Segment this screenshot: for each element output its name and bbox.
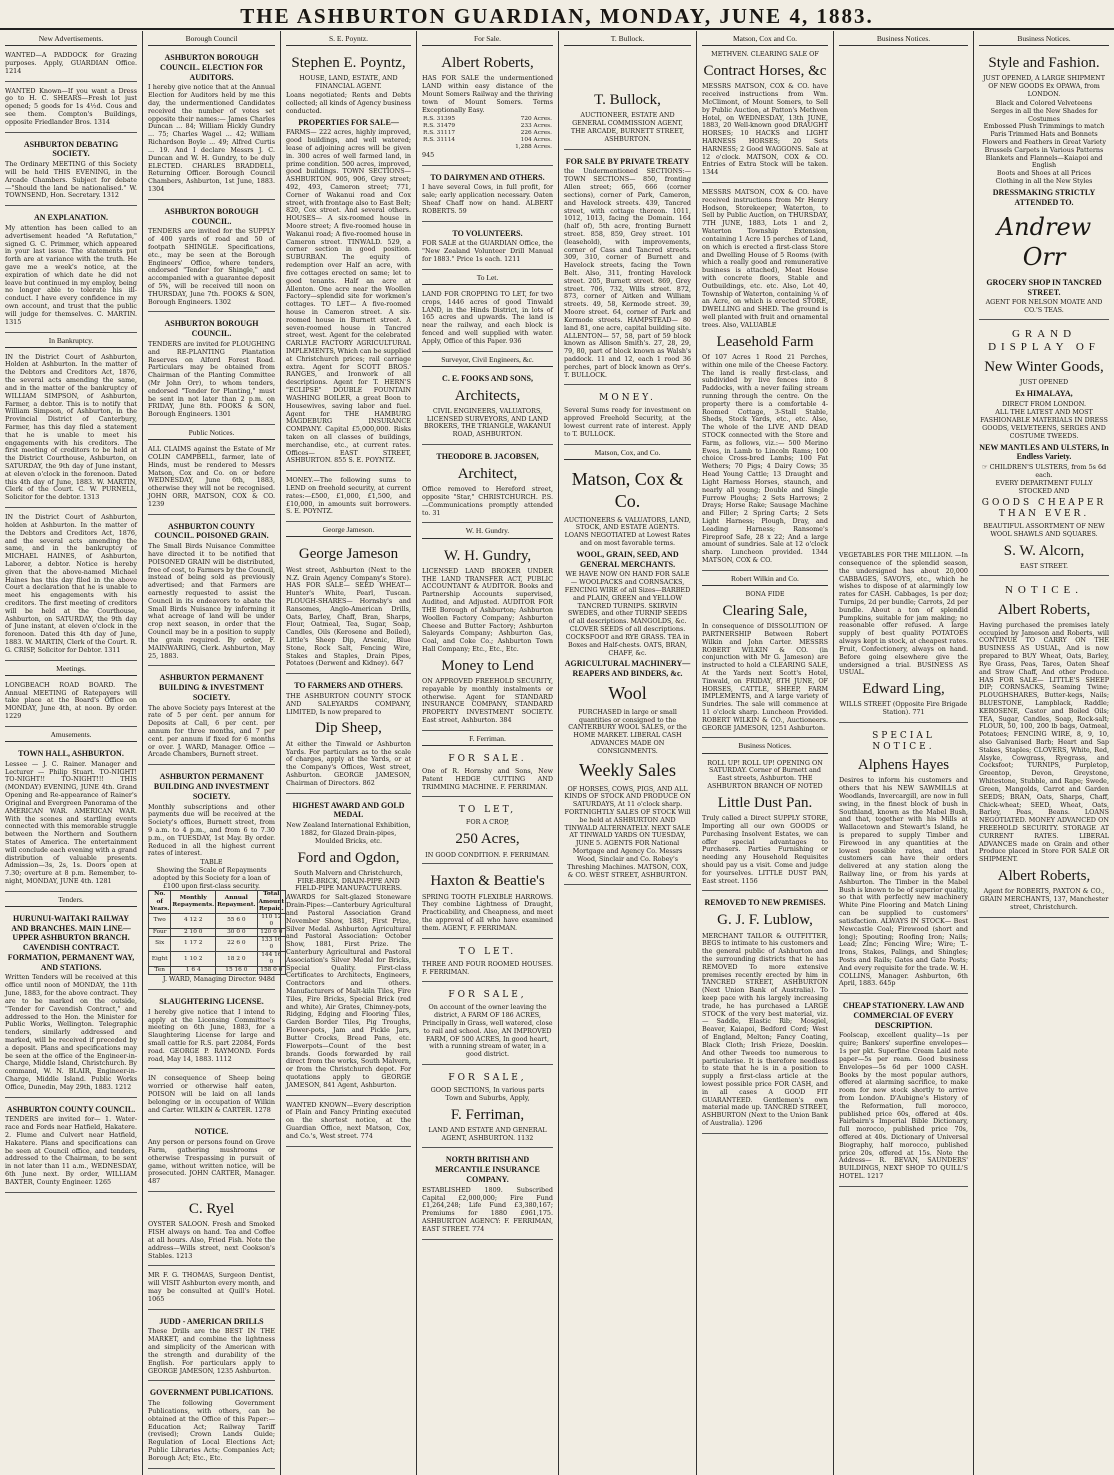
ad-bankruptcy-simpson: IN the District Court of Ashburton, Holden at Ashburton. In the matter of the Debtors and Creditors Act, 1876, the several acts amending the same, and in the matter of the bankruptcy of WILLIAM SIMPSON, of Ashburton, Farmer, a debtor. This is to notify that William Simpson, of Ashburton, in the Provincial District of Canterbury, Farmer, has this day filed a statement that he is unable to meet his engagements with his creditors. The first meeting of creditors to be held at the District Courthouse, Ashburton, on SATURDAY, the 9th day of June instant, at eleven o'clock in the forenoon. Dated this 4th day of June, 1883. W. MARTIN, Clerk of the Court. C. W. PURNELL, Solicitor for the debtor. 1313 bbox=[5, 351, 137, 508]
ad-land-cropping: LAND FOR CROPPING TO LET, for two crops, 1446 acres of good Tinwald LAND, in the Hinds District, in lots of 165 acres and upwards. The land is near the railway, and each block is fenced and well supplied with water. Apply, Office of this Paper. 936 bbox=[422, 288, 553, 352]
ad-notice-trespass: NOTICE. Any person or persons found on Grove Farm, gathering mushrooms or otherwise Trespassing in pursuit of game, without written notice, will be prosecuted. JOHN CARTER, Manager. 487 bbox=[148, 1123, 275, 1192]
ad-paddock: WANTED—A PADDOCK for Grazing purposes. Apply, GUARDIAN Office. 1214 bbox=[5, 49, 137, 81]
ad-bankruptcy-haines: IN the District Court of Ashburton, holden at Ashburton. In the matter of the Debtors and Creditors Act, 1876, and the several acts amending the same, and in the bankruptcy of MICHAEL HAINES, of Ashburton, Laborer, a debtor. Notice is hereby given that the above-named Michael Haines has this day filed in the above Court a declaration that he is unable to meet his engagements with his creditors. The first meeting of creditors will be held at the Courthouse, Ashburton, on SATURDAY, the 9th day of June instant, at eleven o'clock in the forenoon. Dated this 4th day of June, 1883. W. MARTIN, Clerk of the Court. R. G. CRISP, Solicitor for Debtor. 1311 bbox=[5, 511, 137, 661]
ad-building-society-2: ASHBURTON PERMANENT BUILDING AND INVESTMENT SOCIETY. Monthly subscriptions and other payments due will be received at the Society's offices, Burnett street, from 9 a.m. to 4 p.m., and from 6 to 7.30 p.m., on TUESDAY, 1st May. By order. Reduced in all the highest current rates of interest. TABLE Showing the Scale of Repayments adopted by this Society for a loan of £100 upon first-class security. No. of Years. Monthly Repayments. Annual Repayment. Total Amount Repaid. Two 4 12 2 55 6 0 110 12 0 Four 2 10 0 30 0 0 120 0 0 Six 1 17 2 22 6 0 133 16 0 Eight 1 10 2 18 2 0 144 16 0 Ten 1 6 4 15 16 0 158 0 0 J. WARD, Managing Director. 948d bbox=[148, 768, 275, 990]
hand-icon: ☞ bbox=[981, 463, 990, 472]
ad-hedge-cutter: FOR SALE. One of R. Hornsby and Sons, New Patent HEDGE CUTTING AND TRIMMING MACHINE. F. FERRIMAN. bbox=[422, 749, 553, 797]
ad-harrows: Haxton & Beattie's SPRING TOOTH FLEXIBLE HARROWS. They combine Lightness of Draught, Practicability, and Cheapness, and meet the approval of all who have examined them. AGENT, F. FERRIMAN. bbox=[422, 867, 553, 938]
ad-matson-cox: Matson, Cox & Co. AUCTIONEERS & VALUATORS, LAND, STOCK, AND ESTATE AGENTS. LOANS NEGOTIATED at Lowest Rates and on most favorable terms. WOOL, GRAIN, SEED, AND GENERAL MERCHANTS. WE HAVE NOW ON HAND FOR SALE— WOOLPACKS and CORNSACKS, FENCING WIRE of all Sizes—BARBED and PLAIN, GREEN and YELLOW TANCRED TURNIPS. SKIRVIN SWEDES, and other TURNIP SEEDS of all descriptions. MANGOLDS, &c. CLOVER SEEDS of all descriptions. COCKSFOOT and RYE GRASS. TEA in Boxes and Half-chests. OATS, BRAN, CHAFF, &c. AGRICULTURAL MACHINERY—REAPERS AND BINDERS, &c. Wool PURCHASED in large or small quantities or consigned to the CANTERBURY WOOL SALES, or the HOME MARKET. LIBERAL CASH ADVANCES MADE ON CONSIGNMENTS. Weekly Sales OF HORSES, COWS, PIGS, AND ALL KINDS OF STOCK AND PRODUCE ON SATURDAYS, At 11 o'clock sharp. FORTNIGHTLY SALES OF STOCK Will be held at ASHBURTON AND TINWALD ALTERNATELY. NEXT SALE AT TINWALD YARDS ON TUESDAY, JUNE 5. AGENTS FOR National Mortgage and Agency Co. Messrs Wood, Sinclair and Co. Robey's Threshing Machines. MATSON, COX, & CO. WEST STREET, ASHBURTON. bbox=[564, 463, 691, 886]
section-head: Matson, Cox and Co. bbox=[702, 34, 828, 46]
ad-poison-sheep: IN consequence of Sheep being worried or otherwise half eaten, POISON will be laid on all lands belonging or in occupation of Wilkin and Carter. WILKIN & CARTER. 1278 bbox=[148, 1072, 275, 1120]
ad-private-treaty: FOR SALE BY PRIVATE TREATY the Undermentioned SECTIONS:— TOWN SECTIONS— 850, fronting Allen street; 665, 666 (corner sections), corner of Park, Cameron, and Havelock streets. 439, Tancred street, with cottage thereon. 1011, 1012, 1013, facing the Domain. 164 (half of), 5th acre, fronting Burnett street. 858, 859, Grey street. 101 (leasehold), with improvements, corner of Cass and Tancred streets. 309, 310, corner of Burnett and Havelock streets, facing the Town Belt. Also, 311, fronting Havelock street. 205, Burnett street. 869, Grey street. 706, 732, Wills street. 872, 873, corner of Aitken and William streets. 49, 58, Kermode street. 39, Moore street. 64, corner of Park and Kermode streets. HAMPSTEAD— 80 land 81, one acre, capital building site. ALLENTON— 57, 58, part of 59 block known as Allison Smith's. 27, 28, 29, 79, 80, part of block known as Walsh's paddock. 11 and 12, each 1 rood 36 perches, part of block known as Orr's. T. BULLOCK. bbox=[564, 153, 691, 386]
ad-dip-sheep: TO FARMERS AND OTHERS. THE ASHBURTON COUNTY STOCK AND SALEYARDS COMPANY, LIMITED, Is now prepared to Dip Sheep, At either the Tinwald or Ashburton Yards. For particulars as to the scale of charges, apply at the Yards, or at the Company's Offices, West street, Ashburton. GEORGE JAMESON, Chairman of Directors. 862 bbox=[286, 677, 411, 793]
table-row: R.S. 31479 233 Acres. bbox=[423, 122, 552, 129]
ad-fooks: C. E. FOOKS AND SONS, Architects, CIVIL ENGINEERS, VALUATORS, LICENSED SURVEYORS, AND LAND BROKERS, THE TRIANGLE, WAKANUI ROAD, ASHBURTON. bbox=[422, 370, 553, 445]
ad-dentist: MR F. G. THOMAS, Surgeon Dentist, will VISIT Ashburton every month, and may be consulted at Quill's Hotel. 1065 bbox=[148, 1269, 275, 1309]
section-head: Tenders. bbox=[5, 895, 137, 907]
ad-dress: WANTED Known—If you want a Dress go to H. C. SHEARS—Fresh lot just opened; 5 goods for 1s 4½d. Cous and see them. Compton's Buildings, opposite Friedlander Bros. 1314 bbox=[5, 85, 137, 133]
column-6 bbox=[696, 31, 833, 1475]
masthead-title: THE ASHBURTON GUARDIAN, MONDAY, JUNE 4, 1883. bbox=[240, 4, 874, 28]
ad-gundry: W. H. Gundry, LICENSED LAND BROKER UNDER THE LAND TRANSFER ACT, PUBLIC ACCOUNTANT & AUDITOR. Books and Partnership Accounts supervised, Audited, and Adjusted. AUDITOR FOR THE Borough of Ashburton; Ashburton Woollen Factory Company; Ashburton Cheese and Butter Factory; Ashburton Saleyards Company; Ashburton Gas, Coal, and Coke Co.; Ashburton Town Hall Company; Etc., Etc., Etc. Money to Lend ON APPROVED FREEHOLD SECURITY, repayable by monthly instalments or otherwise. Agent for STANDARD INSURANCE COMPANY, STANDARD PROPERTY INVESTMENT SOCIETY. East street, Ashburton. 384 bbox=[422, 542, 553, 731]
column-7 bbox=[833, 31, 973, 1475]
column-3 bbox=[280, 31, 416, 1475]
ad-poyntz: Stephen E. Poyntz, HOUSE, LAND, ESTATE, AND FINANCIAL AGENT. Loans negotiated; Rents and Debts collected; all kinds of Agency business conducted. PROPERTIES FOR SALE— FARMS— 222 acres, highly improved, good buildings, and well watered; lease of adjoining acres will be given in. 300 acres of well farmed land, in prime condition. 500 acres, improved, good buildings. TOWN SECTIONS— ASHBURTON. 905, 906, Grey street; 492, 493, Cameron street; 771, Corner of Wakanui road and Cox street, with frontage also to East Belt; 820, Cox street. And several others. HOUSES— A six-roomed house in Moore street; A five-roomed house in Wakanui road; A five-roomed house in Cameron street. TINWALD. 529, a corner section in good position. SUBURBAN. The equity of redemption over Half an acre, with five cottages erected on same; let to good tenants. Half an acre at Allenton. One acre near the Woollen Factory—splendid site for workmen's cottages. TO LET— A five-roomed house in Cameron street. A six-roomed house in Burnett street. A seven-roomed house in Tancred street, west. Agent for the celebrated CARLYLE FACTORY AGRICULTURAL IMPLEMENTS, Which can be supplied at Christchurch prices; rail carriage extra. Agent for SCOTT BROS.' RANGES, and Ironwork of all descriptions. Agent for T. HERN'S "ECLIPSE" DOUBLE FOUNTAIN WASHING BOILER, a great Boon to Housewives, saving labor and fuel. Agent for THE HAMBURG MAGDEBURG INSURANCE COMPANY. Capital £5,000,000. Risks taken on all classes of buildings, merchandise, etc., at current rates. Offices— EAST STREET, ASHBURTON. 855 S. E. POYNTZ. bbox=[286, 49, 411, 471]
repayment-table: No. of Years. Monthly Repayments. Annual Repayment. Total Amount Repaid. Two 4 12 2 55 6 0 110 12 0 Four 2 10 0 30 0 0 120 0 0 Six 1 17 2 22 6 0 133 16 0 Eight 1 10 2 18 2 0 144 16 0 Ten 1 6 4 15 16 0 158 0 0 bbox=[150, 891, 285, 974]
column-5 bbox=[558, 31, 696, 1475]
spacer bbox=[839, 49, 968, 549]
ad-dairymen: TO DAIRYMEN AND OTHERS. I have several Cows, in full profit, for sale; early application necessary. Oaten Sheaf Chaff now on hand. ALBERT ROBERTS. 59 bbox=[422, 169, 553, 222]
ad-wilkin-clearing: BONA FIDE Clearing Sale, In consequence of DISSOLUTION OF PARTNERSHIP Between Robert Wilkin and John Carter. MESSRS ROBERT WILKIN & CO. (in conjunction with Mr G. Jameson) are instructed to hold a CLEARING SALE, At the Yards next Scott's Hotel, Tinwald, on FRIDAY, 8TH JUNE, OF HORSES, CATTLE, SHEEP, FARM IMPLEMENTS, and A large variety of Sundries. The sale will commence at 11 o'clock sharp. Luncheon Provided. ROBERT WILKIN & CO., Auctioneers. GEORGE JAMESON, 1251 Ashburton. bbox=[702, 589, 828, 738]
ad-style-fashion: Style and Fashion. JUST OPENED, A LARGE SHIPMENT OF NEW GOODS Ex OPAWA, from LONDON. Black and Colored Velveteens Serges in all the New Shades for Costumes Embossed Plush Trimmings to match Paris Trimmed Hats and Bonnets Flowers and Feathers in Great Variety Brussels Carpets in Various Patterns Blankets and Flannels—Kaiapoi and English Boots and Shoes at all Prices Clothing in all the New Styles DRESSMAKING STRICTLY ATTENDED TO. Andrew Orr GROCERY SHOP IN TANCRED STREET. AGENT FOR NELSON MOATE AND CO.'S TEAS. bbox=[979, 49, 1109, 320]
ad-shingle: ASHBURTON BOROUGH COUNCIL. TENDERS are invited for the SUPPLY of 400 yards of road and 50 of footpath SHINGLE. Specifications, etc., may be seen at the Borough Engineers' Office, where tenders, endorsed "Tender for Shingle," and accompanied with a guarantee deposit of 5%, will be received till noon on THURSDAY, June 7th. FOOKS & SON, Borough Engineers. 1302 bbox=[148, 203, 275, 313]
ad-oyster-saloon: C. Ryel OYSTER SALOON. Fresh and Smoked FISH always on hand. Tea and Coffee at all hours. Also, Fried Fish. Note the address—Wills street, next Cookson's Stables. 1213 bbox=[148, 1195, 275, 1266]
masthead bbox=[0, 0, 1114, 30]
childrens-ulsters: ☞ CHILDREN'S ULSTERS, from 5s 6d each. bbox=[981, 463, 1107, 480]
ad-poisoned-grain: ASHBURTON COUNTY COUNCIL. POISONED GRAIN. The Small Birds Nuisance Committee have directed it to be notified that POISONED GRAIN will be distributed, free of cost, to Farmers by the Council, instead of being sold as previously advertised; and that Farmers are earnestly requested to assist the Council in its endeavors to abate the Small Birds Nuisance by informing it what acreage of land will be under crop next season, in order that the Council may be in a position to supply the grain required. By order, F. MAINWARING, Clerk. Ashburton, May 25, 1883. bbox=[148, 518, 275, 667]
ad-explanation: AN EXPLANATION. My attention has been called to an advertisement headed "A Refutation," signed G. C. Primmer, which appeared in your last issue. The statements put forth are at variance with the truth. He gave me a week's notice, at the expiration of which date he did not leave but continued in my employ, being no longer able to tolerate his ill-conduct. I have every confidence in my own account, and trust that the public will judge for themselves. C. MARTIN. 1315 bbox=[5, 209, 137, 332]
section-head: Borough Council bbox=[148, 34, 275, 46]
table-row: R.S. 31395 720 Acres. bbox=[423, 115, 552, 122]
table-row: Ten 1 6 4 15 16 0 158 0 0 bbox=[149, 967, 286, 975]
table-row: R.S. 31117 226 Acres. bbox=[423, 129, 552, 136]
table-row: Two 4 12 2 55 6 0 110 12 0 bbox=[149, 913, 286, 928]
ad-railway-tender: HURUNUI-WAITAKI RAILWAY AND BRANCHES. MAIN LINE—UPPER ASHBURTON BRANCH. CAVENDISH CONTRACT. FORMATION, PERMANENT WAY, AND STATIONS. Written Tenders will be received at this office until noon of MONDAY, the 11th June, 1883, for the above contract. They are to be marked on the outside, "Tender for Cavendish Contract," and addressed to the Hon. the Minister for Public Works, Wellington. Telegraphic tenders, similarly addressed and marked, will be received if preceded by a deposit. Plans and specifications may be seen at the office of the Engineer-in-Charge, Middle Island, Christchurch. By command, W. N. BLAIR, Engineer-in-Charge, Middle Island. Public Works Office, Dunedin, May 29th, 1883. 1212 bbox=[5, 910, 137, 1098]
section-head: George Jameson. bbox=[286, 525, 411, 537]
section-head: W. H. Gundry. bbox=[422, 526, 553, 538]
ad-printing: WANTED KNOWN—Every description of Plain and Fancy Printing executed on the shortest notice, at the Guardian Office, next Matson, Cox, and Co.'s, West street. 774 bbox=[286, 1099, 411, 1147]
ad-claims: ALL CLAIMS against the Estate of Mr COLIN CAMPBELL, farmer, late of Hinds, must be rendered to Messrs Matson, Cox and Co. on or before WEDNESDAY, June 6th, 1883, otherwise they will not be recognised. JOHN ORR, MATSON, COX & CO. 1239 bbox=[148, 443, 275, 515]
column-4 bbox=[416, 31, 558, 1475]
section-head: Matson, Cox, and Co. bbox=[564, 448, 691, 460]
section-head: Robert Wilkin and Co. bbox=[702, 574, 828, 586]
ad-vegetables: VEGETABLES FOR THE MILLION. —In consequence of the splendid season, the undersigned has about 20,000 CABBAGES, SAVOYS, etc., which he wishes to dispose of at alarmingly low rates for CASH. Cabbages, 1s per doz; Turnips, 2d per bundle; Carrots, 2d per bundle. About a ton of splendid Pumpkins, suitable for jam making; no reasonable offer refused. A large supply of best quality POTATOES always kept in stock, at cheapest rates. Fruit, Confectionery, always on hand. Before going elsewhere give the undersigned a trial. BUSINESS AS USUAL. Edward Ling, WILLS STREET (Opposite Fire Brigade Station). 771 bbox=[839, 549, 968, 723]
ad-poyntz-money: MONEY.—The following sums to LEND on freehold security, at current rates:—£500, £1,000, £1,500, and £10,000, in amounts suit borrowers. S. E. POYNTZ. bbox=[286, 474, 411, 522]
section-head: New Advertisements. bbox=[5, 34, 137, 46]
ad-slaughtering: SLAUGHTERING LICENSE. I hereby give notice that I intend to apply at the Licensing Committee's meeting on 6th June, 1883, for a Slaughtering License for large and small cattle for R.S. part 22084, Fords road. GEORGE P. RAYMOND. Fords road, May 14, 1883. 1112 bbox=[148, 993, 275, 1069]
table-row: Six 1 17 2 22 6 0 133 16 0 bbox=[149, 936, 286, 951]
table-row: Four 2 10 0 30 0 0 120 0 0 bbox=[149, 928, 286, 936]
ad-methven-sale: METHVEN. CLEARING SALE OF Contract Horses, &c MESSRS MATSON, COX & CO. have received instructions from Wm. McClimont, of Mount Somers, to Sell by Public Auction, at Patton's Methven Hotel, on WEDNESDAY, 13th JUNE, 1883, 20 Well-known good DRAUGHT HORSES; 10 HACKS and LIGHT HARNESS HORSES; 20 Sets HARNESS; 2 Good WAGGONS. Sale at 12 o'clock. MATSON, COX & CO. Entries of Extra Stock will be taken. 1344 bbox=[702, 49, 828, 183]
ad-farm-sale: FOR SALE, On account of the owner leaving the district, A FARM OF 186 ACRES, Principally in Grass, well watered, close to rail and school. Also, AN IMPROVED FARM, OF 500 ACRES, In good heart, with a running stream of water, in a good district. bbox=[422, 985, 553, 1065]
ad-ford-ogdon: HIGHEST AWARD AND GOLD MEDAL New Zealand International Exhibition, 1882, for Glazed Drain-pipes, Moulded Bricks, etc. Ford and Ogdon, South Malvern and Christchurch, FIRE-BRICK, DRAIN-PIPE AND FIELD-PIPE MANUFACTURERS. AWARDS for Salt-glazed Stoneware Drain-Pipes:—Canterbury Agricultural and Pastoral Association Grand November Show, 1881, First Prize, Silver Medal. Ashburton Agricultural and Pastoral Association: October Show, 1881, First Prize. The Canterbury Agricultural and Pastoral Association's Silver Medal for Bricks, Special Quality. First-class Certificates to Architects, Engineers, Contractors and others. Manufacturers of Malt-kiln Tiles, Fire Tiles, Fire Bricks, Special Brick (red and white), Air Grates, Chimney-pots, Ridging, Edging and Flooring Tiles, Garden Border Tiles, Pig Troughs, Flower-pots, Jam and Pickle Jars, Butter Crocks, Bread Pans, etc. Flowerpots—Count of the best brands. Goods forwarded by rail direct from the works, South Malvern, or from the Christchurch depot. For quotations apply to GEORGE JAMESON, 841 Agent, Ashburton. bbox=[286, 797, 411, 1096]
ad-ploughing: ASHBURTON BOROUGH COUNCIL. TENDERS are invited for PLOUGHING and RE-PLANTING Plantation Reserves on Alford Forest Road. Particulars may be obtained from Chairman of the Planting Committee (Mr John Orr), to whom tenders, endorsed "Tender for Planting," must be sent in not later than 2 p.m. on FRIDAY, June 8th. FOOKS & SON, Borough Engineers. 1301 bbox=[148, 315, 275, 425]
column-1 bbox=[0, 31, 142, 1475]
ad-auditors: ASHBURTON BOROUGH COUNCIL. ELECTION FOR AUDITORS. I hereby give notice that at the Annual Election for Auditors held by me this day, the undermentioned Candidates received the number of votes set opposite their names:— James Charles Duncan ... 84; William Hickly Gundry ... 75; Charles Wagel ... 42; William Richardson Boyle ... 49; Alfred Curtis ... 19. And I declare Messrs J. C. Duncan and W. H. Gundry, to be duly ELECTED. CHARLES BRADDELL, Returning Officer. Borough Council Chambers, Ashburton, 1st June, 1883. 1304 bbox=[148, 49, 275, 200]
lots-table bbox=[422, 116, 553, 151]
ad-houses: TO LET. THREE AND FOUR ROOMED HOUSES. F. FERRIMAN. bbox=[422, 942, 553, 983]
ad-gov-publications: GOVERNMENT PUBLICATIONS. The following Government Publications, with others, can be obtained at the Office of this Paper:— Education Act; Railway Tariff (revised); Crown Lands Guide; Regulation of Local Elections Act; Public Libraries Acts; Companies Act; Borough Act; Etc., Etc. bbox=[148, 1384, 275, 1468]
ad-jameson: George Jameson West street, Ashburton (Next to the N.Z. Grain Agency Company's Store). HAS FOR SALE— SEED WHEAT— Hunter's White, Pearl, Tuscan. PLOUGH-SHARES— Hornsby's and Ransomes, Anglo-American Drills, Oats, Barley, Chaff, Bran, Sharps, Flour, Oatmeal, Tea, Sugar, Soap, Candles, Oils (Kerosene and Boiled), Little's Sheep Dip, Arsenic, Blue Stone, Rock Salt, Fencing Wire, Stakes and Staples, Drain Pipes, Potatoes (Derwent and Kidney). 647 bbox=[286, 540, 411, 674]
ad-debating: ASHBURTON DEBATING SOCIETY. The Ordinary MEETING of this Society will be held THIS EVENING, in the Arcade Chambers. Subject for debate—"Should the land be nationalised." W. TOWNSEND, Hon. Secretary. 1312 bbox=[5, 136, 137, 207]
ad-sections: FOR SALE, GOOD SECTIONS, In various parts Town and Suburbs, Apply, F. Ferriman, LAND AND ESTATE AND GENERAL AGENT, ASHBURTON. 1132 bbox=[422, 1068, 553, 1149]
section-head: Surveyor, Civil Engineers, &c. bbox=[422, 355, 553, 367]
section-head: Meetings. bbox=[5, 664, 137, 676]
section-head: In Bankruptcy. bbox=[5, 336, 137, 348]
ad-longbeach: LONGBEACH ROAD BOARD. The Annual MEETING of Ratepayers will take place at the Board's Office on MONDAY, June 4th, at noon. By order. 1229 bbox=[5, 679, 137, 727]
section-head: Business Notices. bbox=[979, 34, 1109, 46]
section-head: Amusements. bbox=[5, 730, 137, 742]
ad-to-let-crop: TO LET, FOR A CROP, 250 Acres, IN GOOD CONDITION. F. FERRIMAN. bbox=[422, 800, 553, 864]
section-head: To Let. bbox=[422, 273, 553, 285]
ad-drills: JUDD - AMERICAN DRILLS These Drills are the BEST IN THE MARKET, and combine the lightness and simplicity of the American with the strength and durability of the English. For particulars apply to GEORGE JAMESON, 1235 Ashburton. bbox=[148, 1313, 275, 1382]
section-head: Public Notices. bbox=[148, 428, 275, 440]
section-head: Business Notices. bbox=[702, 741, 828, 753]
ad-town-hall: TOWN HALL, ASHBURTON. Lessee — J. C. Rainer. Manager and Lecturer — Philip Stuart. TO-NIGHT! TO-NIGHT!! TO-NIGHT!!! THIS (MONDAY) EVENING, JUNE 4th. Grand Opening and Re-appearance of Rainer's Original and Evergreen Panorama of the AMERICAN WAR. AMERICAN WAR. With the scenes and startling events connected with this memorable struggle between the Northern and Southern States of America. The entertainment will conclude each evening with a grand distribution of valuable presents. Admission—3s, 2s, 1s. Doors open at 7.30; overture at 8 p.m. Remember, to-night, MONDAY, JUNE 4th. 1281 bbox=[5, 745, 137, 892]
section-head: Business Notices. bbox=[839, 34, 968, 46]
section-head: For Sale. bbox=[422, 34, 553, 46]
ad-building-society: ASHBURTON PERMANENT BUILDING & INVESTMENT SOCIETY. The above Society pays Interest at the rate of 5 per cent. per annum for Deposits at Call, 6 per cent. per annum for three months, and 7 per cent. per annum if fixed for 6 months or over. J. WARD, Manager. Office — Arcade Chambers, Burnett street. bbox=[148, 669, 275, 765]
ad-jacobsen: THEODORE B. JACOBSEN, Architect, Office removed to Hereford street, opposite "Star," CHRISTCHURCH. P.S.—Communications promptly attended to. 31 bbox=[422, 448, 553, 523]
ad-waterton-sale: MESSRS MATSON, COX & CO. have received instructions from Mr Henry Hodson, Storekeeper, Waterton, to Sell by Public Auction, on THURSDAY, 7TH JUNE, 1883, Lots 1 and 2, Waterton Township Extension, containing 1 Acre 15 perches of Land, on which is erected a first-class Store and Dwelling House of 5 Rooms (with which a really good and remunerative business is attached), Meat House with concrete floors, Stable and Outbuildings, etc. etc. Also, Lot 40, Township of Waterton, containing ¼ of an Acre, on which is erected STORE, DWELLING and SHED. The ground is well planted with fruit and ornamental trees. Also, VALUABLE Leasehold Farm Of 107 Acres 1 Rood 21 Perches, within one mile of the Cheese Factory. The land is really first-class, and subdivided by live fences into 8 Paddocks, with a never failing stream running through the centre. On the property there is a comfortable 4-Roomed Cottage, 3-Stall Stable, Sheds, Stock Yards, etc., etc. Also, The whole of the LIVE AND DEAD STOCK connected with the Store and Farm, as follows, viz.:— 500 Merino Ewes, in Lamb to Lincoln Rams; 100 choice Cross-bred Lambs; 100 Fat Wethers; 70 Pigs; 4 Dairy Cows; 35 Head Young Cattle; 13 Draught and Light Harness Horses, staunch, and nearly all young; Double and Single Furrow Ploughs; 2 Sets Harrows; 2 Drays; Horse Rake; Sausage Machine and Filler; 2 Spring Carts; 2 Sets Light Harness; Plough, Dray, and Leading Harness; Ransome's Fireproof Safe, 28 x 22; And a large amount of sundries. Sale at 12 o'clock sharp. Luncheon provided. 1344 MATSON, COX & CO. bbox=[702, 186, 828, 571]
ad-roberts-land: Albert Roberts, HAS FOR SALE the undermentioned LAND within easy distance of the Mount Somers Railway and the thriving town of Mount Somers. Terms Exceptionally Easy. R.S. 31395 720 Acres. R.S. 31479 233 Acres. R.S. 31117 226 Acres. R.S. 31114 104 Acres. 1,288 Acres. 945 bbox=[422, 49, 553, 165]
table-row: 1,288 Acres. bbox=[515, 143, 552, 150]
table-row: R.S. 31114 104 Acres. bbox=[423, 136, 552, 143]
ad-volunteers: TO VOLUNTEERS. FOR SALE at the GUARDIAN Office, the "New Zealand Volunteer Drill Manual for 1883." Price 1s each. 1211 bbox=[422, 225, 553, 270]
ad-stationery: CHEAP STATIONERY. LAW AND COMMERCIAL OF EVERY DESCRIPTION. Foolscap, excellent quality—1s per quire; Bankers' superfine envelopes—1s per pkt. Superfine Cream Laid note paper—5s per ream. Good business Envelopes—5s 6d per 1000 CASH. Books by the most popular authors, offered at alarming sacrifice, to make room for new stock shortly to arrive from London. D'Aubigne's History of the Reformation, full morocco, published price 60s, offered at 40s. Fairbairn's Imperial Bible Dictionary, full morocco, published price 70s, offered at 40s. Dictionary of Universal Biography, half morocco, published price 20s, offered at 15s. Note the Address— R. BEVAN, SAUNDERS' BUILDINGS, NEXT SHOP TO QUILL'S HOTEL. 1217 bbox=[839, 997, 968, 1187]
section-head: T. Bullock. bbox=[564, 34, 691, 46]
ad-roberts-notice: NOTICE. Albert Roberts, Having purchased the premises lately occupied by Jameson and Roberts, will CONTINUE TO CARRY ON THE BUSINESS AS USUAL, And is now prepared to BUY Wheat, Oats, Barley, Rye Grass, Peas, Tares, Oaten Sheaf and Straw Chaff, And other Produce. HAS FOR SALE— LITTLE'S SHEEP DIP; CORNSACKS, Seaming Twine; PLOUGHSHARES, Butter-kegs, Nails; BLUESTONE, Lampblack, Raddle; KEROSENE, Castor and Boiled Oils; TEA, Sugar, Candles, Soap, Rock-salt; FLOUR, 50, 100, 200 lb bags, Oatmeal, Potatoes; FENCING WIRE, 8, 9, 10, also Galvanised Barb; Heart and Sap Stakes, Staples; CLOVERS, White, Red, Alsyke, Cowgrass, Ryegrass, and Cocksfoot; TURNIPS, Purpletop, Greentop, Devon, Greystone, Whitestone, Stubble, and Rape; Swede, Green, Mangolds, Carrot and Garden SEEDS; BRAN, Oats, Sharps, Chaff, Chick-wheat; SEED, Wheat, Oats, Barley, Peas, Beans. LOANS NEGOTIATED. MONEY ADVANCED ON FREEHOLD SECURITY. STORAGE AT CURRENT RATES. LIBERAL ADVANCES made on Grain and other Produce placed in Store FOR SALE OR SHIPMENT. Albert Roberts, Agent for ROBERTS, PAXTON & CO., GRAIN MERCHANTS, 137, Manchester street, Christchurch. bbox=[979, 579, 1109, 918]
ad-insurance: NORTH BRITISH AND MERCANTILE INSURANCE COMPANY. ESTABLISHED 1809. Subscribed Capital £2,000,000; Fire Fund £1,264,248; Life Fund £3,380,167; Premiums for 1880 £961,175. ASHBURTON AGENCY: F. FERRIMAN, EAST STREET. 774 bbox=[422, 1151, 553, 1239]
column-8 bbox=[973, 31, 1114, 1475]
ad-winter-goods: GRAND DISPLAY OF New Winter Goods, JUST OPENED Ex HIMALAYA, DIRECT FROM LONDON. ALL THE LATEST AND MOST FASHIONABLE MATERIALS IN DRESS GOODS, VELVETEENS, SERGES AND COSTUME TWEEDS. NEW MANTLES AND ULSTERS, In Endless Variety. ☞ CHILDREN'S ULSTERS, from 5s 6d each. EVERY DEPARTMENT FULLY STOCKED AND GOODS CHEAPER THAN EVER. BEAUTIFUL ASSORTMENT OF NEW WOOL SHAWLS AND SQUARES. S. W. Alcorn, EAST STREET. bbox=[979, 323, 1109, 576]
signature-logo: Andrew Orr bbox=[996, 213, 1092, 271]
ad-sawmills: SPECIAL NOTICE. Alphens Hayes Desires to inform his customers and others that his NEW SAWMILLS at Woodlands, Invercargill, are now in full swing, in the finest block of bush in Southland, known as the Mabel Bush, and that, together with his Mills at Wallacetown and Stewart's Island, he is prepared to supply Timber and Firewood in any quantities at the lowest possible rates, and that customers can have their orders delivered at any station along the Railway line, or from his yards at Ashburton. The Timber in the Mabel Bush is known to be of superior quality, so that with perfectly new machinery White Pine Flooring and Match Lining can be supplied to customers' satisfaction. ALWAYS IN STOCK— Best Newcastle Coal; Firewood (short and long); Spouting; Roofing Iron; Nails; Lead; Zinc; Fencing Wire; Wire; T.-Irons, Stakes, Palings, and Shingles; Posts and Rails; Gates and Gate Posts; And every requisite for the trade. W. H. COLLINS, Manager. Ashburton, 6th April, 1883. 645p bbox=[839, 726, 968, 994]
section-head: F. Ferriman. bbox=[422, 734, 553, 746]
ad-bullock-money: MONEY. Several Sums ready for investment on approved Freehold Security, at the lowest current rate of interest. Apply to T. BULLOCK. bbox=[564, 388, 691, 444]
ad-bullock: T. Bullock, AUCTIONEER, ESTATE AND GENERAL COMMISSION AGENT, THE ARCADE, BURNETT STREET, ASHBURTON. bbox=[564, 49, 691, 150]
ad-dust-pan: ROLL UP! ROLL UP! OPENING ON SATURDAY. Corner of Burnett and East streets, Ashburton. THE ASHBURTON BRANCH OF NOTED Little Dust Pan. Truly called a Direct SUPPLY STORE, Importing all our own GOODS or Purchasing Insolvent Estates, we can offer special advantages to Purchasers. Parties Furnishing or needing any Household Requisites should pay us a visit. Come and judge for yourselves. LITTLE DUST PAN, East street. 1156 bbox=[702, 757, 828, 892]
section-head: S. E. Poyntz. bbox=[286, 34, 411, 46]
ad-county-council: ASHBURTON COUNTY COUNCIL. TENDERS are invited for— 1. Water-race and Fords near Hatfield, Hakatere. 2. Flume and Culvert near Hatfield, Hakatere. Plans and specifications can be seen at Council office, and tenders, addressed to the Chairman, to be sent in not later than 11 a.m., WEDNESDAY, 6th June next. By order, WILLIAM BAXTER, County Engineer. 1265 bbox=[5, 1101, 137, 1193]
column-2 bbox=[142, 31, 285, 1475]
table-row: Eight 1 10 2 18 2 0 144 16 0 bbox=[149, 951, 286, 966]
newspaper-page bbox=[0, 31, 1114, 1462]
ad-lublow: REMOVED TO NEW PREMISES. G. J. F. Lublow, MERCHANT TAILOR & OUTFITTER, BEGS to intimate to his customers and the general public of Ashburton and the surrounding districts that he has REMOVED To more extensive premises recently erected by him in TANCRED STREET, ASHBURTON (Next Union Bank of Australia). To keep pace with his largely increasing trade, he has purchased a LARGE STOCK of the very best material, viz.— Saddle, Elastic Rib; Mosgiel, Beaver, Kaiapoi, Bedford Cord; West of England, Melton; Fancy Coating, Black Cloth; Irish Frieze, Doeskin. And other Tweeds too numerous to particularise. It is therefore needless to state that he is in a position to supply a first-class article at the lowest possible price FOR CASH, and in all cases A GOOD FIT GUARANTEED. Gentlemen's own material made up. TANCRED STREET, ASHBURTON (Next to the Union Bank of Australia). 1296 bbox=[702, 894, 828, 1133]
